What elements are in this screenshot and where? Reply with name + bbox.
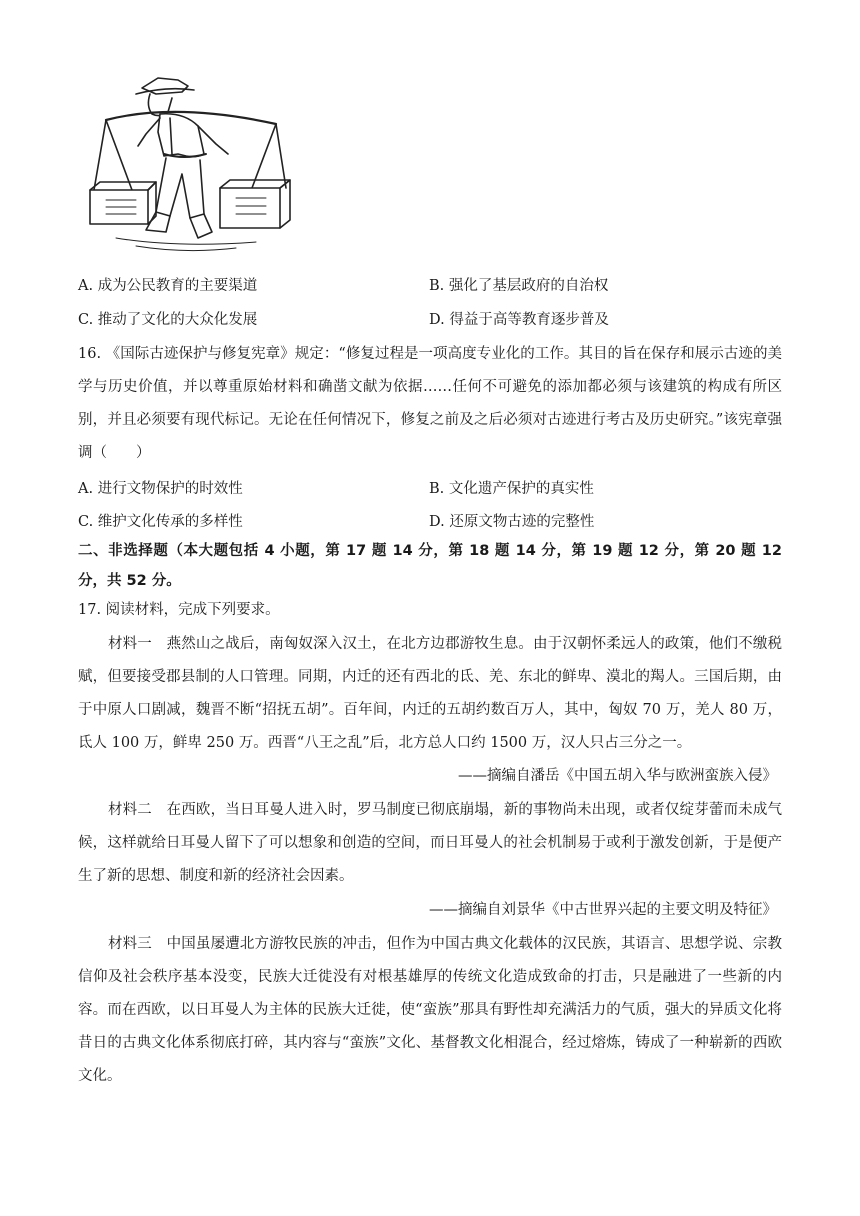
q15-option-c[interactable]: C. 推动了文化的大众化发展: [78, 312, 258, 328]
section-2-heading: 二、非选择题（本大题包括 4 小题，第 17 题 14 分，第 18 题 14 分，第 19 题 12 分，第 20 题 12 分，共 52 分。: [78, 543, 782, 589]
q17-material-3: 材料三 中国虽屡遭北方游牧民族的冲击，但作为中国古典文化载体的汉民族，其语言、思想学说、宗教信仰及社会秩序基本没变，民族大迁徙没有对根基雄厚的传统文化造成致命的打击，只是融进了一些新的内容。而在西欧，以日耳曼人为主体的民族大迁徙，使“蛮族”那具有野性却充满活力的气质，强大的异质文化将昔日的古典文化体系彻底打碎，其内容与“蛮族”文化、基督教文化相混合，经过熔炼，铸成了一种崭新的西欧文化。: [78, 936, 782, 1084]
q17-source-1: ——摘编自潘岳《中国五胡入华与欧洲蛮族入侵》: [458, 768, 777, 784]
q16-option-b[interactable]: B. 文化遗产保护的真实性: [429, 481, 594, 497]
q17-material-2: 材料二 在西欧，当日耳曼人进入时，罗马制度已彻底崩塌，新的事物尚未出现，或者仅绽芽蕾而未成气候，这样就给日耳曼人留下了可以想象和创造的空间，而日耳曼人的社会机制易于或利于激发创新，于是便产生了新的思想、制度和新的经济社会因素。: [78, 802, 782, 884]
illustration-book-peddler: [86, 62, 296, 272]
q15-option-b[interactable]: B. 强化了基层政府的自治权: [429, 278, 609, 294]
book-peddler-drawing: [86, 62, 296, 272]
q15-option-d[interactable]: D. 得益于高等教育逐步普及: [429, 312, 609, 328]
q16-stem: 16. 《国际古迹保护与修复宪章》规定：“修复过程是一项高度专业化的工作。其目的旨在保存和展示古迹的美学与历史价值，并以尊重原始材料和确凿文献为依据……任何不可避免的添加都必须与该建筑的构成有所区别，并且必须要有现代标记。无论在任何情况下，修复之前及之后必须对古迹进行考古及历史研究。”该宪章强调（ ）: [78, 346, 782, 461]
q16-option-d[interactable]: D. 还原文物古迹的完整性: [429, 514, 595, 530]
q16-option-c[interactable]: C. 维护文化传承的多样性: [78, 514, 243, 530]
q17-material-1: 材料一 燕然山之战后，南匈奴深入汉土，在北方边郡游牧生息。由于汉朝怀柔远人的政策，他们不缴税赋，但要接受郡县制的人口管理。同期，内迁的还有西北的氐、羌、东北的鲜卑、漠北的羯人。三国后期，由于中原人口剧减，魏晋不断“招抚五胡”。百年间，内迁的五胡约数百万人，其中，匈奴 70 万，羌人 80 万，氐人 100 万，鲜卑 250 万。西晋“八王之乱”后，北方总人口约 1500 万，汉人只占三分之一。: [78, 636, 782, 751]
q15-option-a[interactable]: A. 成为公民教育的主要渠道: [78, 278, 258, 294]
q16-option-a[interactable]: A. 进行文物保护的时效性: [78, 481, 243, 497]
q17-stem: 17. 阅读材料，完成下列要求。: [78, 602, 280, 618]
q17-source-2: ——摘编自刘景华《中古世界兴起的主要文明及特征》: [429, 902, 777, 918]
